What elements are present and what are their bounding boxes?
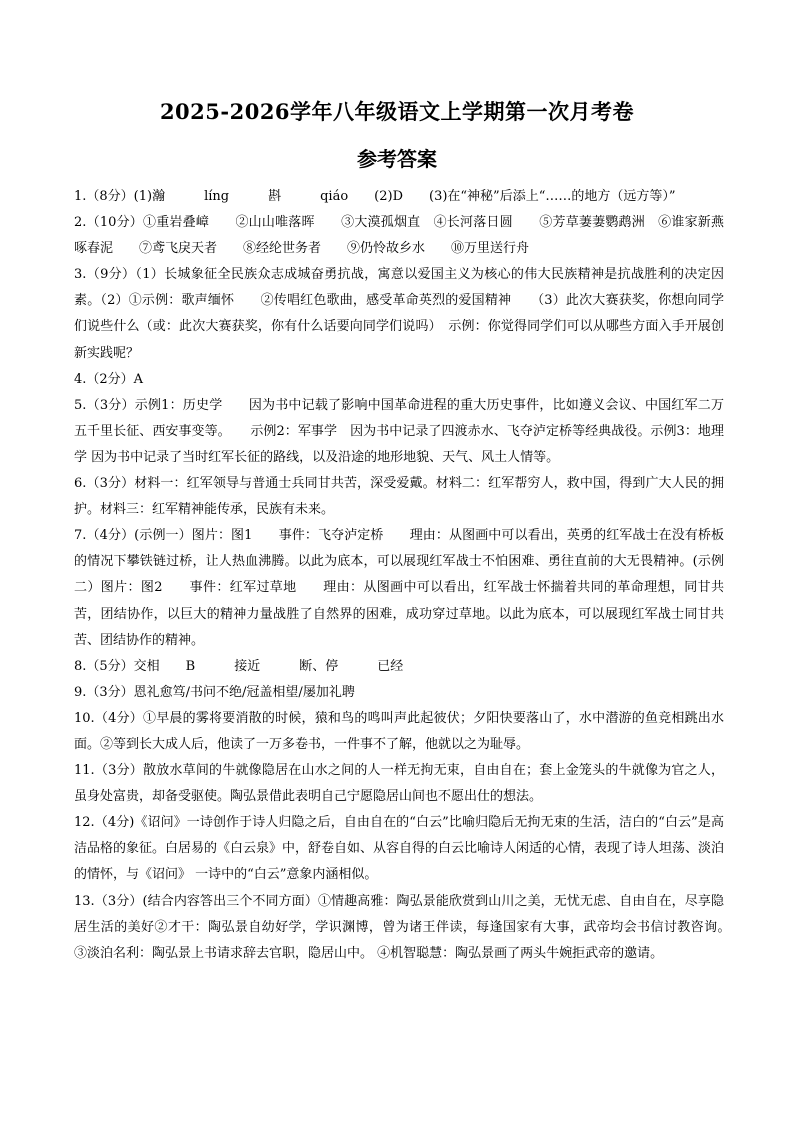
answer-list [74, 184, 751, 967]
answer-1: 1.（8分）(1)瀚 líng 斟 qiáo (2)D (3)在“神秘”后添上“……的地方（远方等）” [74, 189, 676, 204]
answer-10: 10.（4分）①早晨的雾将要消散的时候，猿和鸟的鸣叫声此起彼伏；夕阳快要落山了，水中潜游的鱼竞相跳出水面。②等到长大成人后，他读了一万多卷书，一件事不了解，他就以之为耻辱。 [74, 710, 724, 752]
answer-6: 6.（3分）材料一：红军领导与普通士兵同甘共苦，深受爱戴。材料二：红军帮穷人，救中国，得到广大人民的拥护。材料三：红军精神能传承，民族有未来。 [74, 476, 724, 518]
answer-3: 3.（9分）（1）长城象征全民族众志成城奋勇抗战，寓意以爱国主义为核心的伟大民族精神是抗战胜利的决定因素。（2）①示例：歌声缅怀 ②传唱红色歌曲，感受革命英烈的爱国精神 （3）此次大赛获奖，你想向同学们说些什么（或：此次大赛获奖，你有什么话要向同学们说吗） 示例：你觉得同学们可以从哪些方面入手开展创新实践呢？ [74, 267, 724, 361]
answer-4: 4.（2分）A [74, 371, 144, 387]
answer-11: 11.（3分）散放水草间的牛就像隐居在山水之间的人一样无拘无束，自由自在；套上金笼头的牛就像为官之人，虽身处富贵，却备受驱使。陶弘景借此表明自己宁愿隐居山间也不愿出仕的想法。 [74, 763, 724, 805]
answer-7: 7.（4分）(示例一）图片：图1 事件：飞夺泸定桥 理由：从图画中可以看出，英勇的红军战士在没有桥板的情况下攀铁链过桥，让人热血沸腾。以此为底本，可以展现红军战士不怕困难、勇往直前的大无畏精神。(示例二）图片：图2 事件：红军过草地 理由：从图画中可以看出，红军战士怀揣着共同的革命理想，同甘共苦，团结协作，以巨大的精神力量战胜了自然界的困难，成功穿过草地。以此为底本，可以展现红军战士同甘共苦、团结协作的精神。 [74, 528, 724, 648]
answer-8: 8.（5分）交相 B 接近 断、停 已经 [74, 658, 404, 674]
page-title: 2025-2026学年八年级语文上学期第一次月考卷 [159, 99, 635, 124]
answer-9: 9.（3分）恩礼愈笃/书问不绝/冠盖相望/屡加礼聘 [74, 684, 355, 700]
answer-2: 2.（10分）①重岩叠嶂 ②山山唯落晖 ③大漠孤烟直 ④长河落日圆 ⑤芳草萋萋鹦鹉洲 ⑥谁家新燕啄春泥 ⑦鸢飞戾天者 ⑧经纶世务者 ⑨仍怜故乡水 ⑩万里送行舟 [74, 215, 724, 257]
page-subtitle: 参考答案 [357, 147, 437, 171]
answer-5: 5.（3分）示例1：历史学 因为书中记载了影响中国革命进程的重大历史事件，比如遵义会议、中国红军二万五千里长征、西安事变等。 示例2：军事学 因为书中记录了四渡赤水、飞夺泸定桥等经典战役。示例3：地理学 因为书中记录了当时红军长征的路线，以及沿途的地形地貌、天气、风土人情等。 [74, 397, 724, 465]
answer-12: 12.（4分)《诏问》一诗创作于诗人归隐之后，自由自在的“白云”比喻归隐后无拘无束的生活，洁白的“白云”是高洁品格的象征。白居易的《白云泉》中，舒卷自如、从容自得的白云比喻诗人闲适的心情，表现了诗人坦荡、淡泊的情怀，与《诏问》 一诗中的“白云”意象内涵相似。 [74, 815, 725, 883]
answer-13: 13.（3分）(结合内容答出三个不同方面）①情趣高雅：陶弘景能欣赏到山川之美，无忧无虑、自由自在，尽享隐居生活的美好②才干：陶弘景自幼好学，学识渊博，曾为诸王伴读，每逢国家有大事，武帝均会书信讨教咨询。 ③淡泊名利：陶弘景上书请求辞去官职，隐居山中。 ④机智聪慧：陶弘景画了两头牛婉拒武帝的邀请。 [74, 893, 751, 961]
